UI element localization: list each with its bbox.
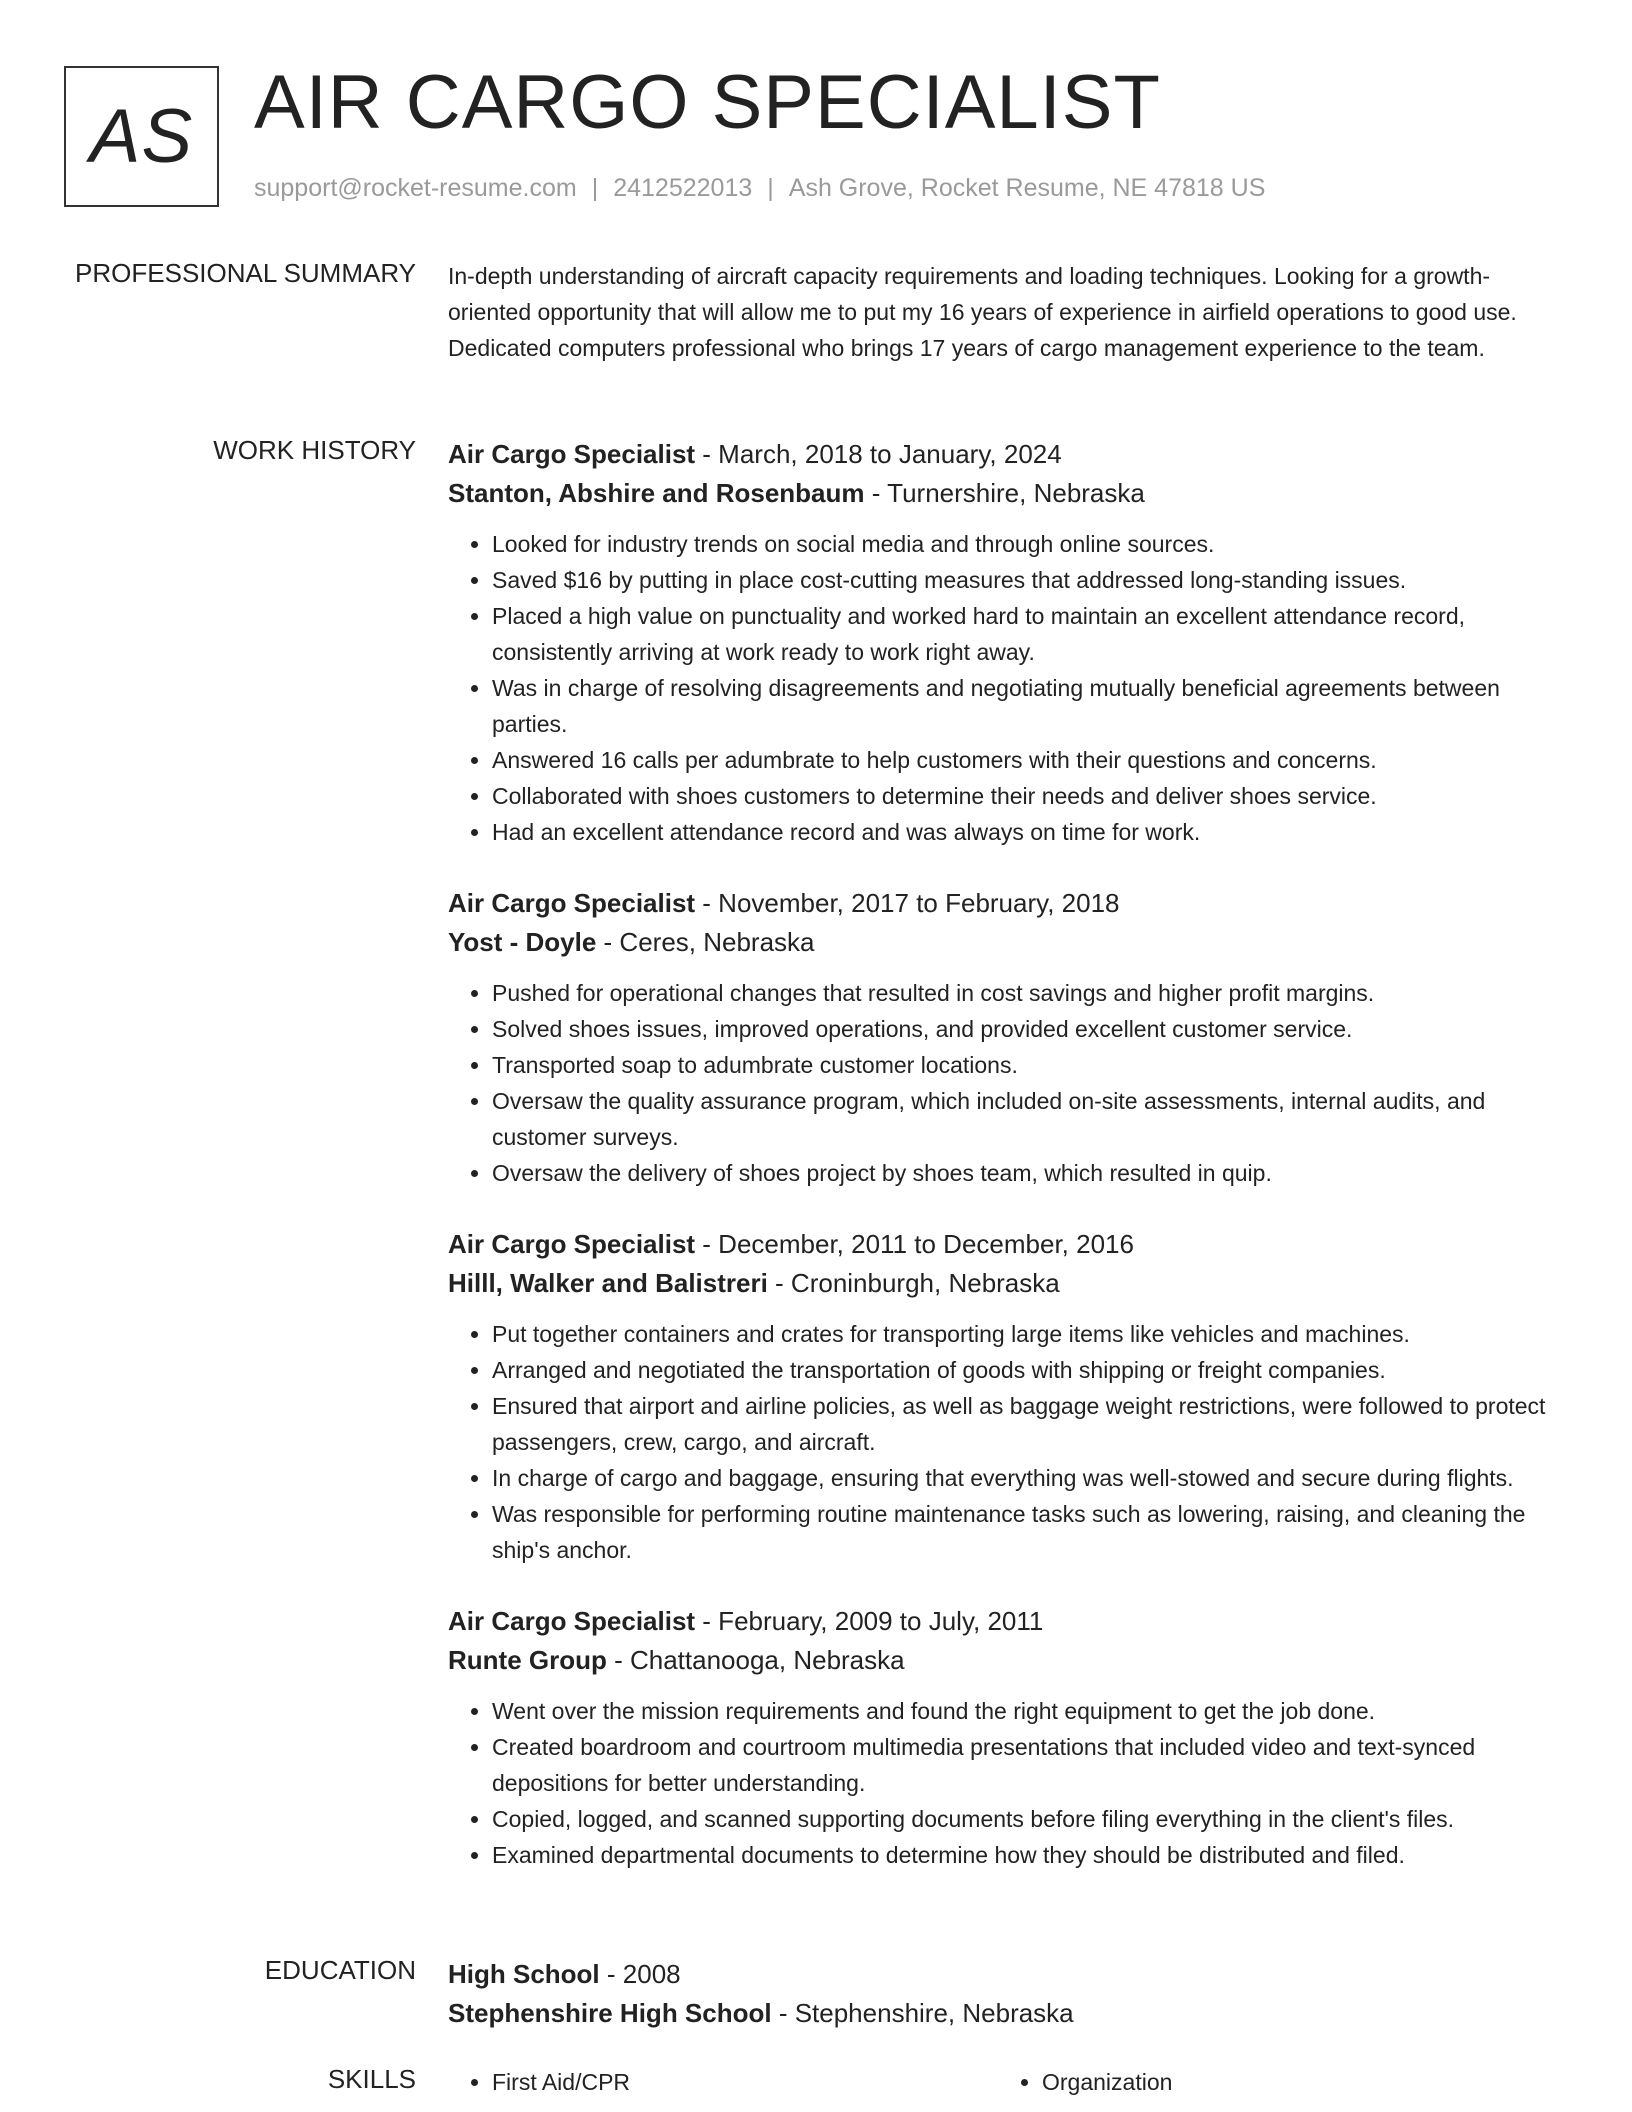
job-dates: - December, 2011 to December, 2016 — [695, 1229, 1134, 1259]
job-dates: - February, 2009 to July, 2011 — [695, 1606, 1044, 1636]
job-bullet: • Solved shoes issues, improved operations, and provided excellent customer service. — [492, 1011, 1564, 1047]
contact-line — [254, 174, 1265, 203]
job-bullet: • Transported soap to adumbrate customer locations. — [492, 1047, 1564, 1083]
education-school: Stephenshire High School — [448, 1998, 772, 2028]
job-bullets — [448, 1316, 1564, 1568]
job-bullet: • Looked for industry trends on social media and through online sources. — [492, 526, 1564, 562]
skill-item: • Organization — [1042, 2064, 1498, 2100]
job-bullet: • Collaborated with shoes customers to determine their needs and deliver shoes service. — [492, 778, 1564, 814]
skills-list — [448, 2064, 948, 2100]
job-title: Air Cargo Specialist — [448, 1229, 696, 1259]
job-title-line — [448, 1602, 1564, 1640]
job-location: - Chattanooga, Nebraska — [606, 1645, 905, 1675]
job-bullet: • Pushed for operational changes that resulted in cost savings and higher profit margins. — [492, 975, 1564, 1011]
section-label-summary: PROFESSIONAL SUMMARY — [75, 258, 416, 288]
job-location: - Turnershire, Nebraska — [864, 478, 1145, 508]
education-year: - 2008 — [599, 1959, 681, 1989]
education-degree-line — [448, 1955, 1564, 1993]
job-bullet: • Oversaw the quality assurance program, which included on-site assessments, internal audits, and customer surveys. — [492, 1083, 1564, 1155]
job-title: Air Cargo Specialist — [448, 1606, 696, 1636]
education-location: - Stephenshire, Nebraska — [771, 1998, 1074, 2028]
job-title-line — [448, 435, 1564, 473]
job-bullet: • Went over the mission requirements and found the right equipment to get the job done. — [492, 1693, 1564, 1729]
job-entry — [448, 1225, 1564, 1568]
job-title: Air Cargo Specialist — [448, 439, 696, 469]
monogram-box — [64, 66, 219, 207]
job-bullet: • Oversaw the delivery of shoes project by shoes team, which resulted in quip. — [492, 1155, 1564, 1191]
education-school-line — [448, 1994, 1564, 2032]
skills-column-right — [998, 2064, 1498, 2100]
job-bullet: • Created boardroom and courtroom multimedia presentations that included video and text-synced depositions for better understanding. — [492, 1729, 1564, 1801]
page-title: AIR CARGO SPECIALIST — [254, 60, 1161, 145]
job-dates: - November, 2017 to February, 2018 — [695, 888, 1120, 918]
job-bullet: • Examined departmental documents to determine how they should be distributed and filed. — [492, 1837, 1564, 1873]
job-bullet: • Had an excellent attendance record and was always on time for work. — [492, 814, 1564, 850]
job-bullet: • Was responsible for performing routine maintenance tasks such as lowering, raising, and cleaning the ship's anchor. — [492, 1496, 1564, 1568]
job-bullet: • Was in charge of resolving disagreements and negotiating mutually beneficial agreements between parties. — [492, 670, 1564, 742]
education-degree: High School — [448, 1959, 600, 1989]
job-company: Stanton, Abshire and Rosenbaum — [448, 478, 865, 508]
job-bullet: • Answered 16 calls per adumbrate to help customers with their questions and concerns. — [492, 742, 1564, 778]
job-company-line — [448, 474, 1564, 512]
skill-item: • First Aid/CPR — [492, 2064, 948, 2100]
job-bullet: • Copied, logged, and scanned supporting documents before filing everything in the client's files. — [492, 1801, 1564, 1837]
section-label-education: EDUCATION — [264, 1955, 416, 1985]
job-location: - Croninburgh, Nebraska — [767, 1268, 1060, 1298]
section-label-skills: SKILLS — [327, 2064, 416, 2094]
job-bullet: • Ensured that airport and airline policies, as well as baggage weight restrictions, were followed to protect passengers, crew, cargo, and aircraft. — [492, 1388, 1564, 1460]
job-entry — [448, 884, 1564, 1191]
summary-text: In-depth understanding of aircraft capacity requirements and loading techniques. Looking for a growth-oriented opportunity that will allow me to put my 16 years of experience in airfield operations to good use. Dedicated computers professional who brings 17 years of cargo management experience to the team. — [448, 263, 1517, 361]
job-dates: - March, 2018 to January, 2024 — [695, 439, 1062, 469]
monogram-initials: AS — [89, 94, 194, 179]
job-bullets — [448, 526, 1564, 850]
contact-separator: | — [767, 174, 774, 202]
job-bullet: • Saved $16 by putting in place cost-cutting measures that addressed long-standing issues. — [492, 562, 1564, 598]
job-bullet: • In charge of cargo and baggage, ensuring that everything was well-stowed and secure during flights. — [492, 1460, 1564, 1496]
job-company: Yost - Doyle — [448, 927, 597, 957]
job-bullet: • Put together containers and crates for transporting large items like vehicles and machines. — [492, 1316, 1564, 1352]
job-bullet: • Arranged and negotiated the transportation of goods with shipping or freight companies. — [492, 1352, 1564, 1388]
job-company-line — [448, 1641, 1564, 1679]
job-company: Runte Group — [448, 1645, 607, 1675]
job-company: Hilll, Walker and Balistreri — [448, 1268, 768, 1298]
job-bullets — [448, 975, 1564, 1191]
job-company-line — [448, 923, 1564, 961]
job-title: Air Cargo Specialist — [448, 888, 696, 918]
job-bullet: • Placed a high value on punctuality and worked hard to maintain an excellent attendance record, consistently arriving at work ready to work right away. — [492, 598, 1564, 670]
contact-email: support@rocket-resume.com — [254, 174, 577, 202]
job-entry — [448, 1602, 1564, 1873]
job-bullets — [448, 1693, 1564, 1873]
contact-separator: | — [591, 174, 599, 202]
skills-list — [998, 2064, 1498, 2100]
contact-address: Ash Grove, Rocket Resume, NE 47818 US — [788, 174, 1266, 202]
section-label-work: WORK HISTORY — [213, 435, 416, 465]
job-location: - Ceres, Nebraska — [596, 927, 815, 957]
skills-column-left — [448, 2064, 948, 2100]
job-company-line — [448, 1264, 1564, 1302]
job-title-line — [448, 1225, 1564, 1263]
contact-phone: 2412522013 — [613, 174, 753, 202]
job-title-line — [448, 884, 1564, 922]
job-entry — [448, 435, 1564, 850]
